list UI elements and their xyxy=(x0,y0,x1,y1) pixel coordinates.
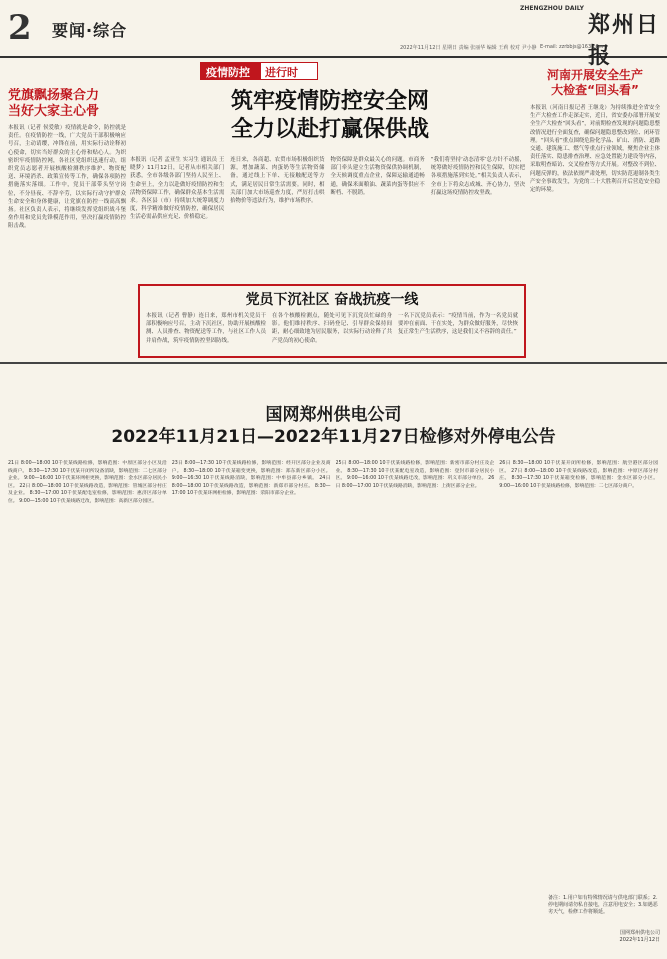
page-header xyxy=(0,0,667,69)
right-article xyxy=(530,62,660,362)
boxed-col-1: 本报讯（记者 曹静）连日来，郑州市机关党员干部积极响应号召，主动下沉社区，协助开展核酸检测、人员排查、物资配送等工作，与社区工作人员并肩作战，筑牢疫情防控坚固防线。 xyxy=(146,313,266,344)
right-article-body: 本报讯（河南日报记者 王继龙）为持续推进全省安全生产大检查工作走深走实，近日，省安委办部署开展安全生产大检查“回头看”，对前期检查发现的问题隐患整改情况进行全面复查，确保问题隐患整改到位、闭环管理。“回头看”重点围绕危险化学品、矿山、消防、道路交通、建筑施工、燃气等重点行业领域，聚焦企业主体责任落实、隐患排查治理、应急处置能力建设等内容，采取明查暗访、交叉检查等方式开展。对整改不到位、问题反弹的，依法依规严肃处理，切实防范遏制各类生产安全事故发生，为党的二十大胜利召开后营造安全稳定的环境。 xyxy=(530,105,660,194)
center-col-4: “我们将坚持‘动态清零’总方针不动摇，统筹做好疫情防控和民生保障，切实把各项措施落到实处。”相关负责人表示，全市上下将众志成城、齐心协力，坚决打赢这场疫情防控攻坚战。 xyxy=(430,157,525,196)
notice-footer xyxy=(548,930,660,944)
banner-tag: 疫情防控 xyxy=(200,62,300,80)
center-col-2: 连日来，各商超、农贸市场积极组织货源，增加蔬菜、肉蛋奶等生活物资储备，通过线上下单、无接触配送等方式，满足居民日常生活需要。同时，相关部门加大市场巡查力度，严厉打击哄抬物价等违法行为，维护市场秩序。 xyxy=(230,157,325,205)
right-headline xyxy=(530,68,660,98)
notice-title-line2: 2022年11月21日—2022年11月27日检修对外停电公告 xyxy=(111,427,556,447)
left-article xyxy=(8,88,126,358)
section-title: 要闻·综合 xyxy=(52,21,128,40)
center-headline-line1: 筑牢疫情防控安全网 xyxy=(230,89,429,114)
notice-col-4: 26日 8:30—18:00 10千伏某开闭所检修，影响范围：航空港区部分园区。 27日 8:00—18:00 10千伏某线路改造，影响范围：中原区部分村庄。 8:30—17:30 10千伏某箱变检修，影响范围：金水区部分小区。 9:00—16:00 10千伏某线路检修，影响范围：二七区部分商户。 xyxy=(499,461,658,489)
notice-remark: 备注：1.用户如有特殊情况请与供电部门联系；2.停电期间请勿私自接电，注意用电安全；3.如遇恶劣天气，检修工作将顺延。 xyxy=(548,895,658,915)
left-headline-line2: 当好大家主心骨 xyxy=(8,104,100,119)
center-article-body xyxy=(130,156,525,284)
notice-footer-org: 国网郑州供电公司 xyxy=(619,930,660,936)
newspaper-brand: 郑州日报 xyxy=(588,12,661,69)
boxed-article-title: 党员下沉社区 奋战抗疫一线 xyxy=(245,292,419,308)
notice-title-line1: 国网郑州供电公司 xyxy=(265,405,402,425)
center-col-3: 物资保障是群众最关心的问题。市商务部门牵头建立生活物资保供协调机制，全天候调度重点企业，保障运输通道畅通，确保米面粮油、蔬菜肉蛋等供应不断档、不脱销。 xyxy=(330,157,425,196)
notice-body xyxy=(8,460,658,950)
notice-col-1: 21日 8:00—18:00 10千伏某线路检修，影响范围：中原区部分小区及沿线商户。 8:30—17:30 10千伏某开闭所设备消缺，影响范围：二七区部分企业。 9:00—16:00 10千伏某环网柜更换，影响范围：金水区部分居民小区。 22日 8:00—18:00 10千伏某线路改造，影响范围：管城区部分村庄及企业。 8:30—17:00 10千伏某配电室检修，影响范围：惠济区部分单位。 9:00—15:00 10千伏某线路迁改，影响范围：高新区部分园区。 xyxy=(8,461,167,504)
page-number: 2 xyxy=(8,8,32,48)
right-headline-line2: 大检查“回头看” xyxy=(551,83,639,97)
header-daily: ZHENGZHOU DAILY xyxy=(520,5,584,12)
header-meta: 2022年11月12日 星期日 责编 张丽华 编辑 王莉 校对 尹小静 xyxy=(400,45,537,51)
notice-title xyxy=(0,404,667,448)
center-headline xyxy=(170,88,490,144)
boxed-col-2: 在各个核酸检测点，随处可见下沉党员忙碌的身影。他们维持秩序、扫码登记、引导群众保持间距，耐心细致地为居民服务，以实际行动诠释了共产党员的初心使命。 xyxy=(272,313,392,344)
notice-col-2: 23日 8:00—17:30 10千伏某线路检修，影响范围：经开区部分企业及商户。 8:30—18:00 10千伏某箱变更换，影响范围：郑东新区部分小区。 9:00—16:30 10千伏某线路消缺，影响范围：中牟县部分乡镇。 24日 8:00—18:00 10千伏某线路改造，影响范围：新郑市部分村庄。 8:30—17:00 10千伏某环网柜检修，影响范围：荥阳市部分企业。 xyxy=(171,461,331,497)
banner-tag2: 进行时 xyxy=(260,62,318,80)
notice-footer-date: 2022年11月12日 xyxy=(619,937,660,943)
left-headline-line1: 党旗飘扬聚合力 xyxy=(8,88,100,103)
notice-col-3: 25日 8:00—18:00 10千伏某线路检修，影响范围：新密市部分村庄及企业。 8:30—17:30 10千伏某配电室改造，影响范围：登封市部分居民小区。 9:00—16:00 10千伏某线路迁改，影响范围：巩义市部分单位。 26日 8:00—17:00 10千伏某线路消缺，影响范围：上街区部分企业。 xyxy=(335,461,495,489)
center-headline-line2: 全力以赴打赢保供战 xyxy=(230,117,429,142)
boxed-article xyxy=(138,284,526,358)
center-col-1: 本报讯（记者 孟亚生 实习生 通讯员 王晓梦）11月12日，记者从市相关部门获悉，全市各级各部门坚持人民至上、生命至上，全力以赴做好疫情防控和生活物资保障工作，确保群众基本生活需求。各区县（市）持续加大统筹调度力度，科学精准做好疫情防控，确保居民生活必需品供应充足、价格稳定。 xyxy=(130,157,225,221)
left-article-body: 本报讯（记者 侯爱敏）疫情就是命令，防控就是责任。在疫情防控一线，广大党员干部积极响应号召，主动请缨，冲锋在前，用实际行动诠释初心使命，切实当好群众的主心骨和贴心人。为织密织牢疫情防控网，各社区党组织迅速行动，组织党员志愿者开展核酸检测秩序维护、物资配送、环境消杀、政策宣传等工作，确保各项防控措施落实落细。工作中，党员干部带头坚守岗位，不分昼夜、不辞辛劳，以实际行动守护群众生命安全和身体健康，让党旗在防控一线高高飘扬。社区负责人表示，将继续发挥党组织战斗堡垒作用和党员先锋模范作用，坚决打赢疫情防控阻击战。 xyxy=(8,125,126,230)
header-email: E-mail: zzrbbjs@163.com xyxy=(540,44,604,50)
boxed-col-3: 一名下沉党员表示：“疫情当前，作为一名党员就要冲在前面、干在实处，为群众做好服务，尽快恢复正常生产生活秩序，这是我们义不容辞的责任。” xyxy=(398,313,518,336)
section-divider xyxy=(0,362,667,364)
right-headline-line1: 河南开展安全生产 xyxy=(546,68,643,82)
